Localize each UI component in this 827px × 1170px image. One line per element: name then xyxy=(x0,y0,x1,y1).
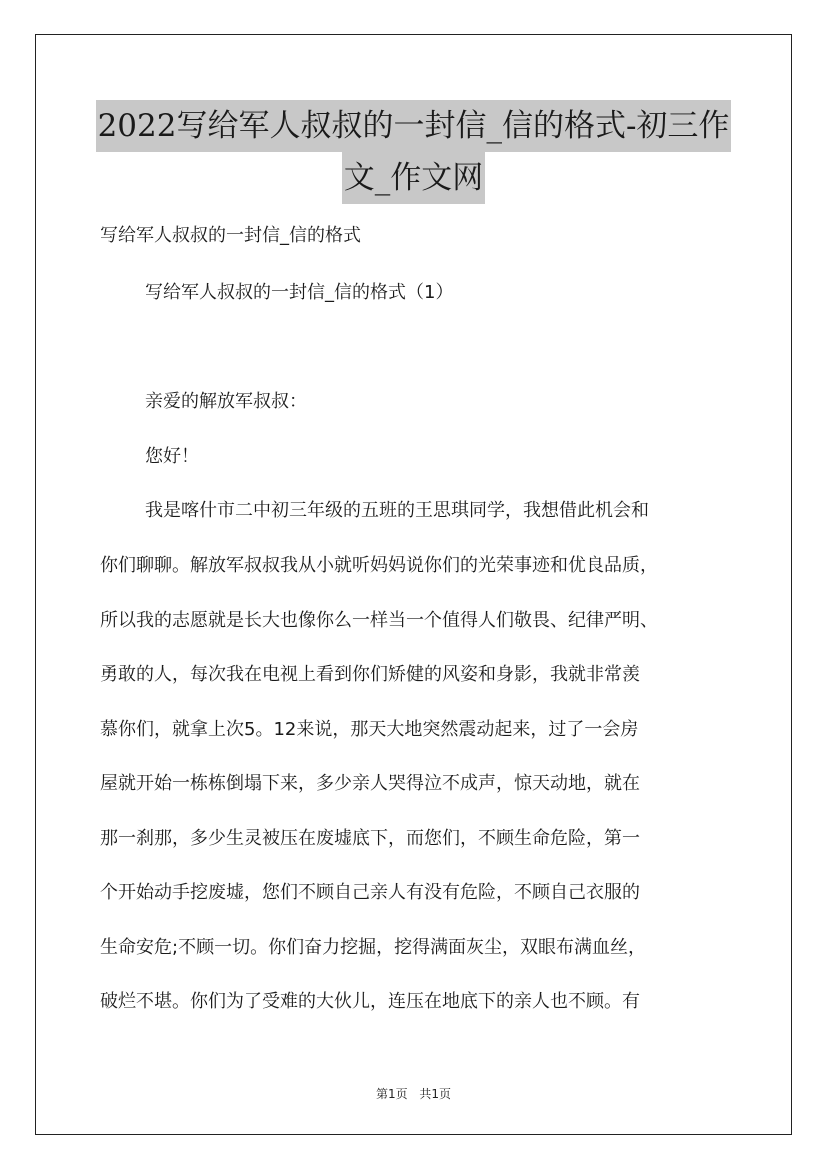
body-line: 所以我的志愿就是长大也像你么一样当一个值得人们敬畏、纪律严明、 xyxy=(100,610,658,631)
section-heading: 写给军人叔叔的一封信_信的格式（1） xyxy=(145,282,454,303)
body-line: 勇敢的人，每次我在电视上看到你们矫健的风姿和身影，我就非常羡 xyxy=(100,664,640,685)
document-title xyxy=(35,100,792,204)
body-line: 你们聊聊。解放军叔叔我从小就听妈妈说你们的光荣事迹和优良品质， xyxy=(100,555,658,576)
salutation: 亲爱的解放军叔叔： xyxy=(145,391,307,412)
subtitle: 写给军人叔叔的一封信_信的格式 xyxy=(100,225,361,246)
page-footer xyxy=(0,1085,827,1102)
greeting: 您好！ xyxy=(145,446,199,467)
title-line-2: 文_作文网 xyxy=(342,152,486,204)
page-number: 第1页 xyxy=(375,1087,408,1101)
body-line: 屋就开始一栋栋倒塌下来，多少亲人哭得泣不成声，惊天动地，就在 xyxy=(100,773,640,794)
body-line: 个开始动手挖废墟，您们不顾自己亲人有没有危险，不顾自己衣服的 xyxy=(100,882,640,903)
body-line: 破烂不堪。你们为了受难的大伙儿，连压在地底下的亲人也不顾。有 xyxy=(100,991,640,1012)
body-line: 慕你们，就拿上次5。12来说，那天大地突然震动起来，过了一会房 xyxy=(100,719,639,740)
body-line: 生命安危;不顾一切。你们奋力挖掘，挖得满面灰尘，双眼布满血丝， xyxy=(100,937,647,958)
page-total: 共1页 xyxy=(419,1087,452,1101)
body-line: 我是喀什市二中初三年级的五班的王思琪同学，我想借此机会和 xyxy=(145,500,649,521)
body-line: 那一刹那，多少生灵被压在废墟底下，而您们，不顾生命危险，第一 xyxy=(100,828,640,849)
title-line-1: 2022写给军人叔叔的一封信_信的格式-初三作 xyxy=(96,100,732,152)
